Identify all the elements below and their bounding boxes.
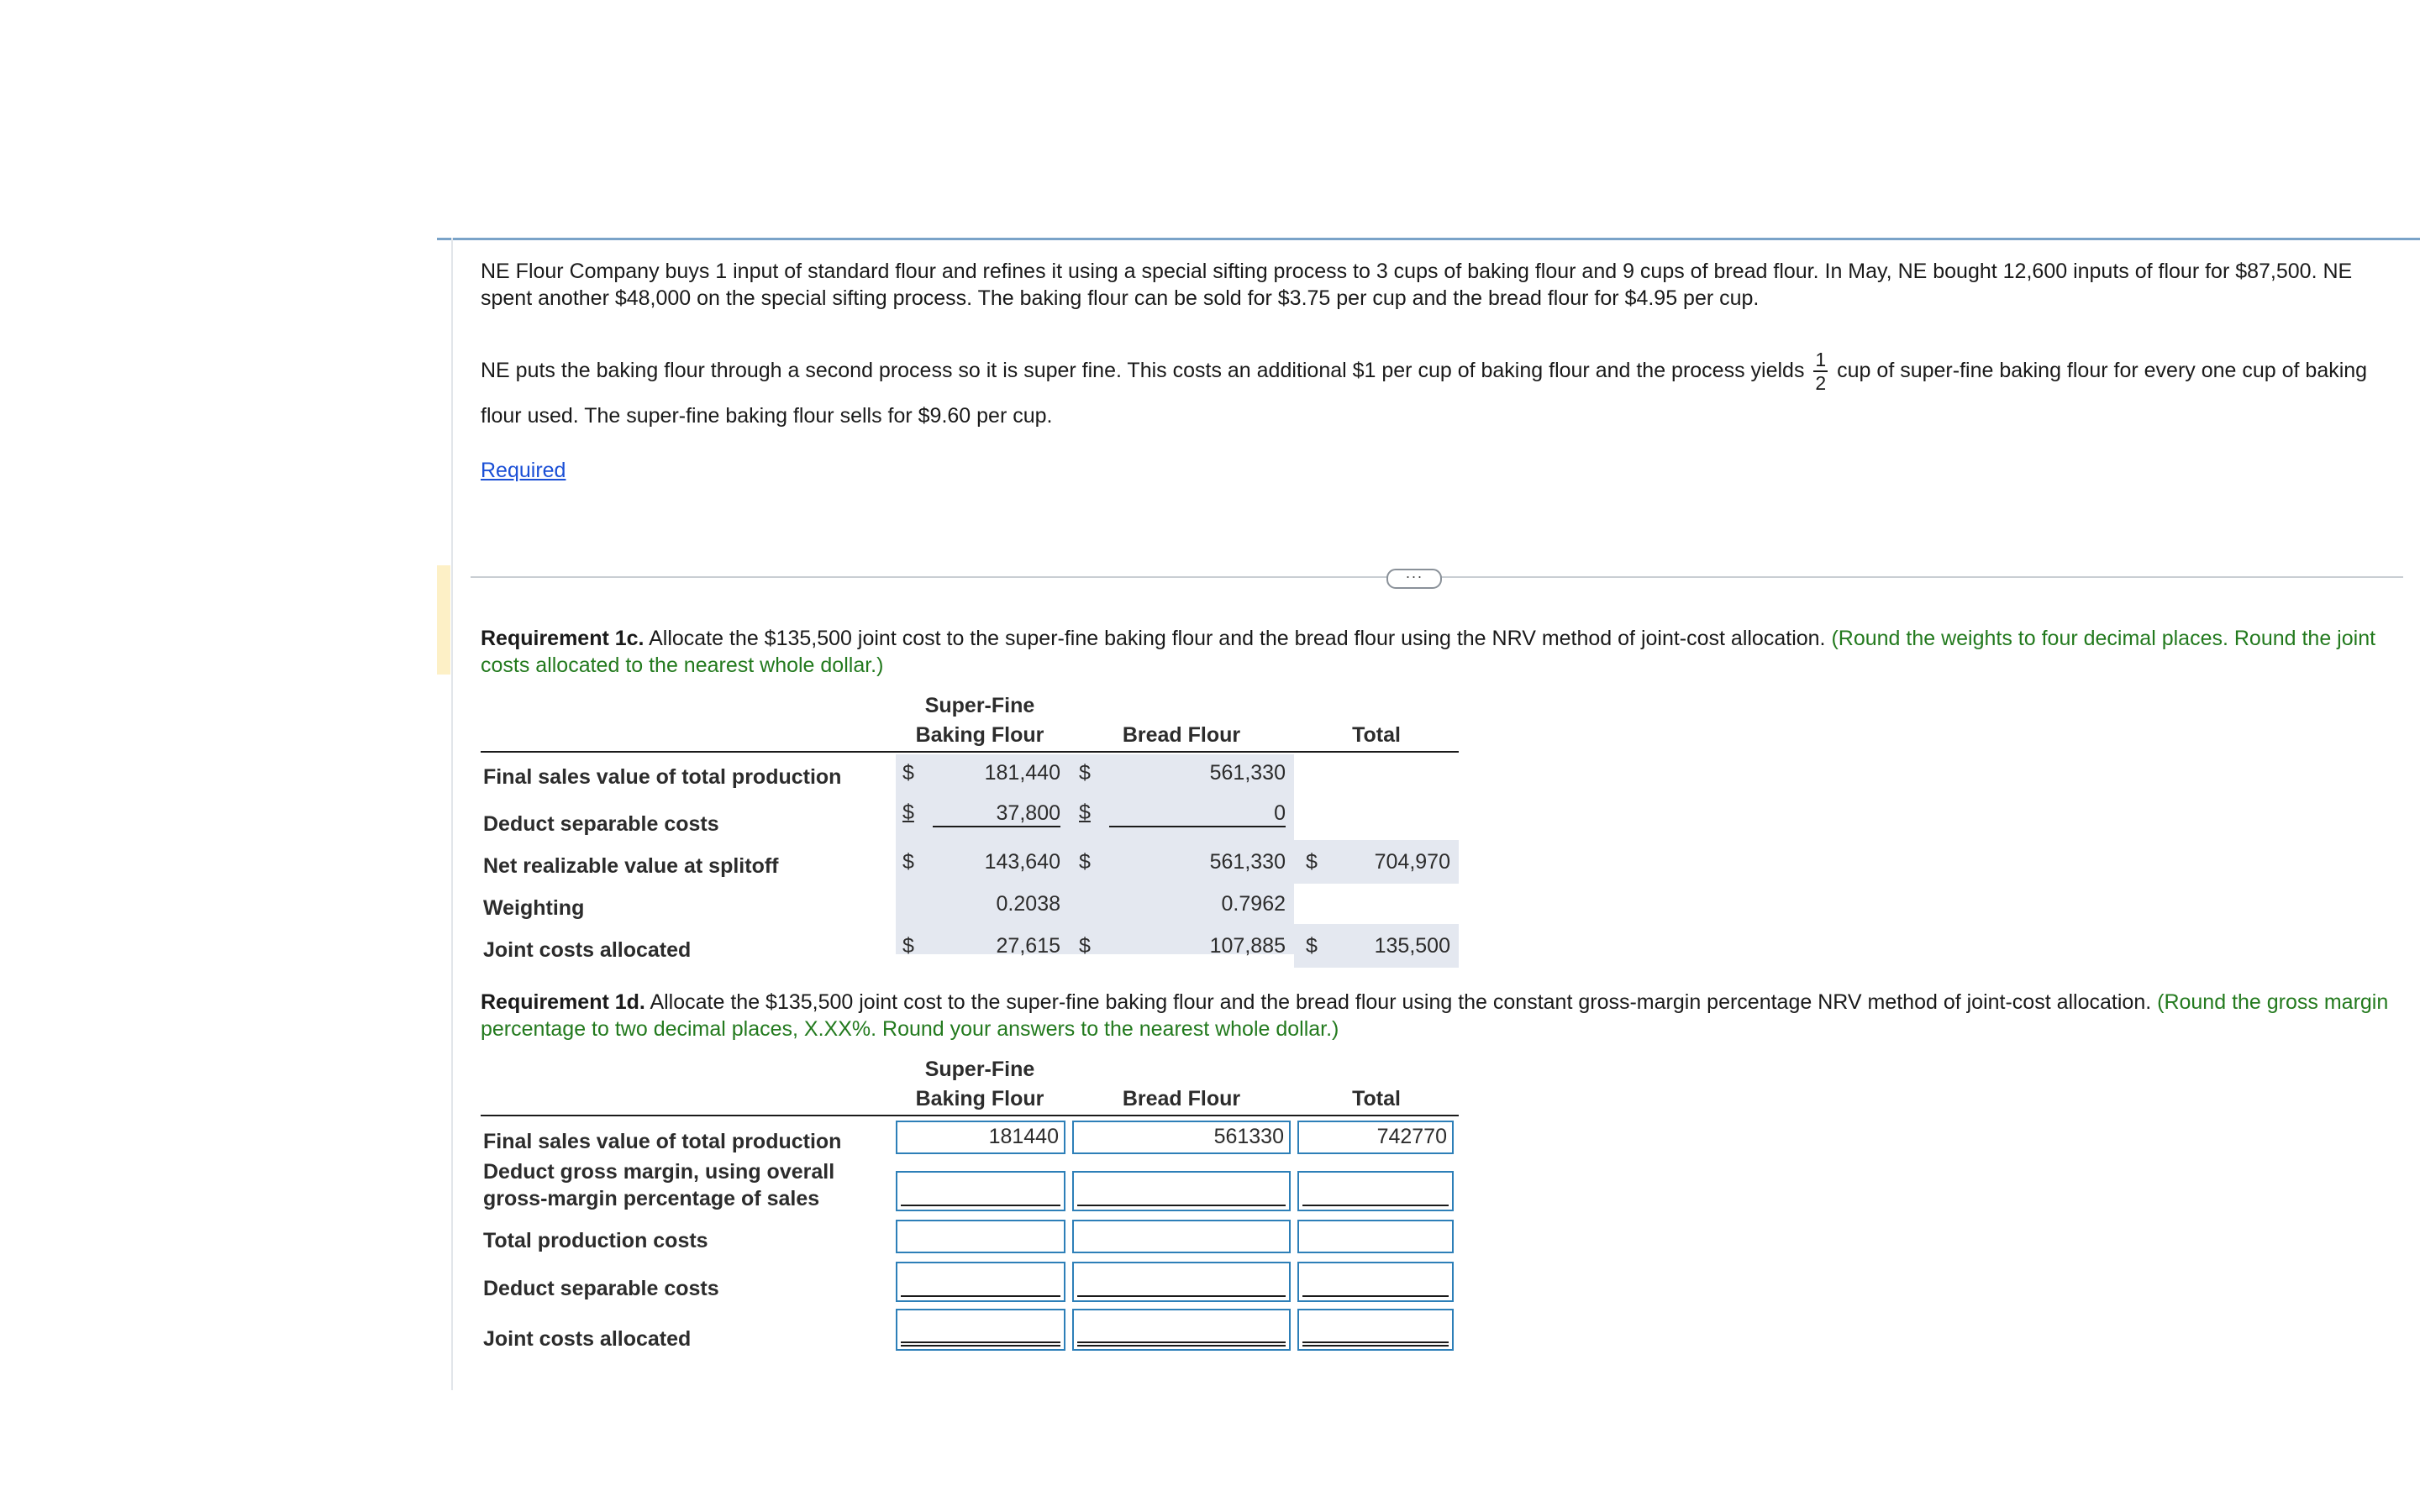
fraction-one-half (1813, 349, 1828, 394)
table-1c-header-rule (481, 751, 1459, 753)
header-line-1: Super-Fine (924, 1058, 1035, 1081)
input-separable-bread[interactable] (1072, 1262, 1291, 1302)
double-underline (1302, 1341, 1449, 1347)
input-separable-total[interactable] (1297, 1262, 1454, 1302)
input-separable-superfine[interactable] (896, 1262, 1065, 1302)
value-weighting-bread: 0.7962 (1221, 892, 1286, 916)
requirement-1d-text (481, 989, 2405, 1042)
value-joint-superfine: 27,615 (996, 934, 1060, 958)
requirement-1c-text (481, 625, 2405, 679)
value-deduct-separable-superfine: 37,800 (933, 801, 1060, 827)
underline (1302, 1295, 1449, 1297)
value-nrv-superfine: 143,640 (984, 850, 1060, 874)
header-line-2: Baking Flour (915, 1087, 1044, 1110)
table-1c-label-weighting: Weighting (483, 896, 585, 920)
input-total-production-total[interactable] (1297, 1220, 1454, 1253)
dollar-sign: $ (902, 801, 914, 824)
table-1d-label-final-sales: Final sales value of total production (483, 1130, 842, 1153)
fraction-denominator: 2 (1815, 372, 1827, 395)
table-1d-header-rule (481, 1115, 1459, 1116)
value-deduct-separable-bread: 0 (1109, 801, 1286, 827)
requirement-1d-hint: (Round the gross margin percentage to two decimal places, X.XX%. Round your answers to the nearest whole dollar.) (481, 990, 2389, 1041)
double-underline (1077, 1341, 1286, 1347)
double-underline (901, 1341, 1060, 1347)
underline (901, 1295, 1060, 1297)
underline (1302, 1205, 1449, 1206)
dollar-sign: $ (902, 850, 914, 874)
fraction-numerator: 1 (1815, 349, 1827, 371)
underline (1077, 1295, 1286, 1297)
table-1d-header-superfine (896, 1055, 1064, 1114)
value-final-sales-superfine: 181,440 (984, 761, 1060, 785)
underline (1077, 1205, 1286, 1206)
value-final-sales-bread: 561,330 (1209, 761, 1286, 785)
input-total-production-superfine[interactable] (896, 1220, 1065, 1253)
value-joint-total: 135,500 (1374, 934, 1450, 958)
dollar-sign: $ (1079, 801, 1091, 824)
underline (901, 1205, 1060, 1206)
table-1c-header-superfine (896, 691, 1064, 750)
top-rule (437, 238, 2420, 240)
dollar-sign: $ (1306, 934, 1318, 958)
input-final-sales-bread[interactable]: 561330 (1072, 1121, 1291, 1154)
requirement-1c-hint: (Round the weights to four decimal places. Round the joint costs allocated to the nearest whole dollar.) (481, 627, 2376, 677)
requirement-1d-title: Requirement 1d. (481, 990, 645, 1014)
label-line-2: gross-margin percentage of sales (483, 1187, 820, 1210)
expand-ellipsis-button[interactable]: ··· (1386, 569, 1442, 589)
table-1c-label-deduct-separable: Deduct separable costs (483, 812, 719, 836)
problem-paragraph-1: NE Flour Company buys 1 input of standard flour and refines it using a special sifting process to 3 cups of baking flour and 9 cups of bread flour. In May, NE bought 12,600 inputs of flour for $87,500. NE spent another $48,000 on the special sifting process. The baking flour can be sold for $3.75 per cup and the bread flour for $4.95 per cup. (481, 260, 2353, 310)
input-final-sales-superfine[interactable]: 181440 (896, 1121, 1065, 1154)
input-gross-margin-superfine[interactable] (896, 1171, 1065, 1211)
header-line-1: Super-Fine (924, 694, 1035, 717)
table-1d-label-deduct-gross-margin (483, 1158, 834, 1212)
table-1c-label-nrv: Net realizable value at splitoff (483, 854, 779, 878)
dollar-sign: $ (902, 934, 914, 958)
value-nrv-total: 704,970 (1374, 850, 1450, 874)
value-nrv-bread: 561,330 (1209, 850, 1286, 874)
dollar-sign: $ (902, 761, 914, 785)
header-line-2: Baking Flour (915, 723, 1044, 747)
requirement-1c-title: Requirement 1c. (481, 627, 644, 650)
problem-statement (481, 258, 2380, 484)
input-joint-total[interactable] (1297, 1309, 1454, 1351)
dollar-sign: $ (1079, 850, 1091, 874)
value-weighting-superfine: 0.2038 (996, 892, 1060, 916)
table-1c-label-final-sales: Final sales value of total production (483, 765, 842, 789)
dollar-sign: $ (1306, 850, 1318, 874)
dollar-sign: $ (1079, 934, 1091, 958)
table-1d-label-total-production: Total production costs (483, 1229, 708, 1252)
input-final-sales-total[interactable]: 742770 (1297, 1121, 1454, 1154)
table-1d-header-total: Total (1352, 1087, 1401, 1110)
required-link[interactable]: Required (481, 459, 566, 483)
table-1d-label-deduct-separable: Deduct separable costs (483, 1277, 719, 1300)
table-1d-header-bread: Bread Flour (1122, 1087, 1241, 1110)
table-1c-label-joint-costs: Joint costs allocated (483, 938, 692, 962)
requirement-1d-body: Allocate the $135,500 joint cost to the super-fine baking flour and the bread flour using the constant gross-margin percentage NRV method of joint-cost allocation. (650, 990, 2152, 1014)
problem-p2-after: cup of super-fine baking flour for every one cup of baking flour used. The super-fine baking flour sells for $9.60 per cup. (481, 359, 2368, 428)
table-1c-header-total: Total (1352, 723, 1401, 747)
left-rule (451, 238, 453, 1390)
label-line-1: Deduct gross margin, using overall (483, 1160, 835, 1184)
value-joint-bread: 107,885 (1209, 934, 1286, 958)
problem-p2-before: NE puts the baking flour through a second process so it is super fine. This costs an additional $1 per cup of baking flour and the process yields (481, 359, 1805, 382)
input-joint-superfine[interactable] (896, 1309, 1065, 1351)
table-1d-label-joint-costs: Joint costs allocated (483, 1327, 692, 1351)
input-gross-margin-total[interactable] (1297, 1171, 1454, 1211)
requirement-1c-body: Allocate the $135,500 joint cost to the super-fine baking flour and the bread flour using the NRV method of joint-cost allocation. (649, 627, 1826, 650)
input-joint-bread[interactable] (1072, 1309, 1291, 1351)
side-tab-marker (437, 565, 450, 675)
dollar-sign: $ (1079, 761, 1091, 785)
input-gross-margin-bread[interactable] (1072, 1171, 1291, 1211)
problem-paragraph-2 (481, 349, 2380, 438)
input-total-production-bread[interactable] (1072, 1220, 1291, 1253)
table-1c-header-bread: Bread Flour (1122, 723, 1241, 747)
